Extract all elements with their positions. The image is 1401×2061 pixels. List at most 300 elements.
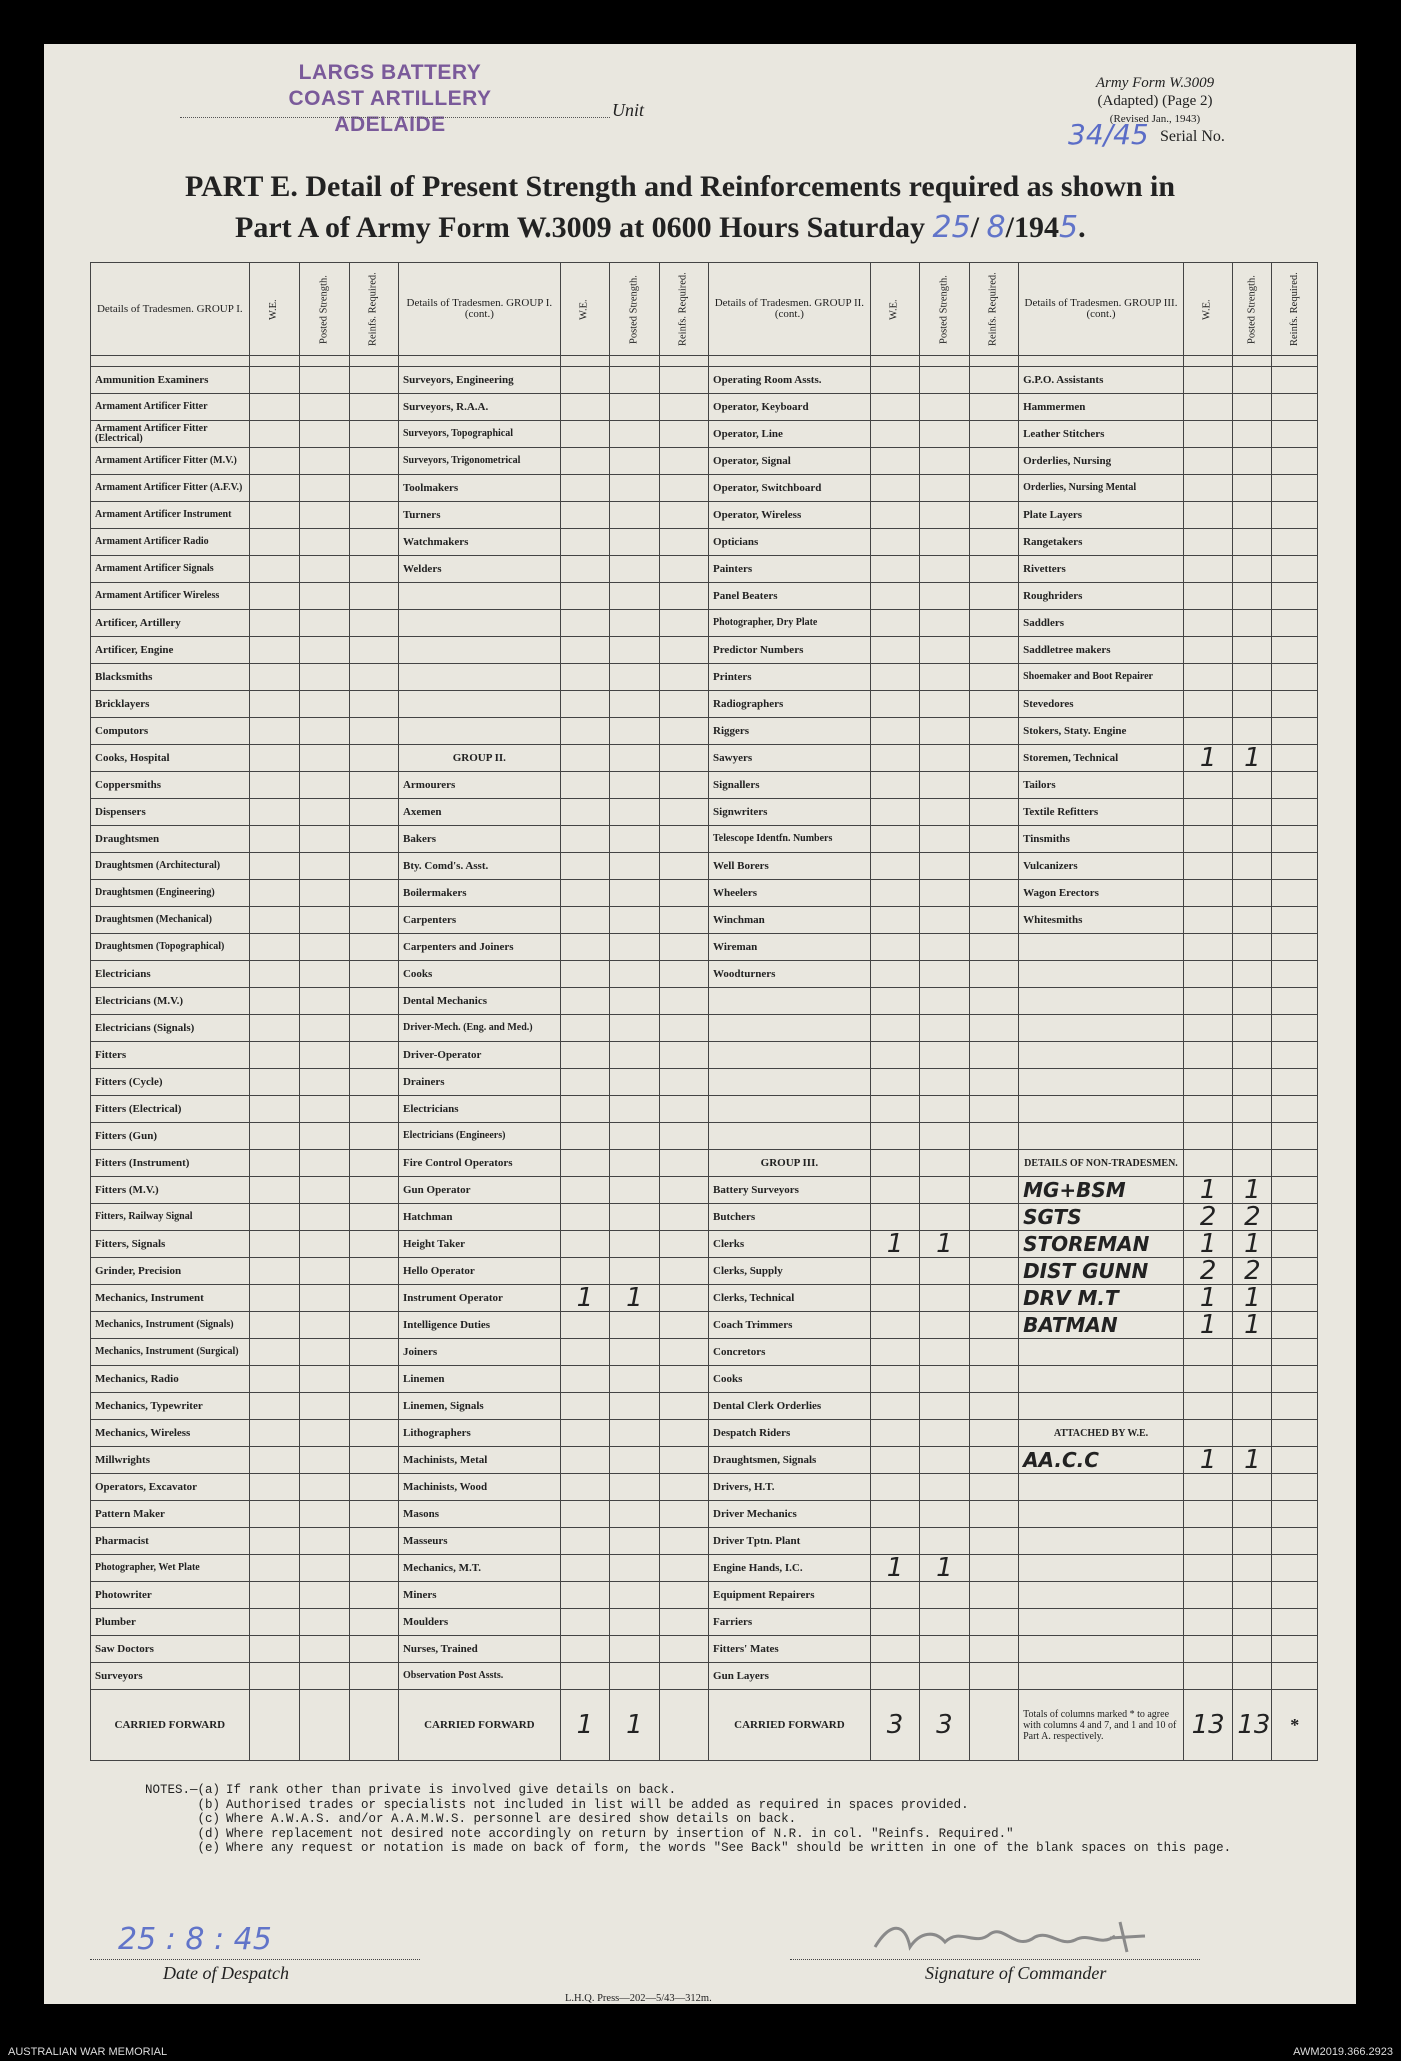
- trade-label: Cooks: [709, 1366, 871, 1393]
- empty-cell: [1233, 1663, 1272, 1690]
- empty-cell: [1183, 691, 1232, 718]
- trade-label: Surveyors, Topographical: [398, 421, 560, 448]
- trade-label: Pharmacist: [91, 1528, 250, 1555]
- empty-cell: [1272, 1447, 1318, 1474]
- empty-cell: [920, 1258, 969, 1285]
- empty-cell: [249, 529, 299, 556]
- trade-label: Instrument Operator: [398, 1285, 560, 1312]
- empty-cell: [1272, 988, 1318, 1015]
- empty-cell: [560, 1339, 609, 1366]
- trade-label: Hammermen: [1019, 394, 1184, 421]
- empty-cell: [560, 907, 609, 934]
- empty-cell: [969, 1393, 1018, 1420]
- empty-cell: [1183, 799, 1232, 826]
- empty-cell: [1272, 1501, 1318, 1528]
- empty-cell: [249, 1636, 299, 1663]
- trade-label: Dental Mechanics: [398, 988, 560, 1015]
- empty-cell: [300, 529, 349, 556]
- empty-cell: [300, 1258, 349, 1285]
- empty-cell: [560, 1528, 609, 1555]
- empty-cell: [300, 421, 349, 448]
- empty-cell: [659, 1204, 708, 1231]
- empty-cell: [870, 1015, 919, 1042]
- empty-cell: [349, 556, 398, 583]
- empty-cell: [1233, 367, 1272, 394]
- trade-label: Height Taker: [398, 1231, 560, 1258]
- empty-cell: [870, 421, 919, 448]
- empty-cell: [920, 880, 969, 907]
- empty-cell: [659, 610, 708, 637]
- empty-cell: [349, 1582, 398, 1609]
- trade-label: Printers: [709, 664, 871, 691]
- form-revision: (Revised Jan., 1943): [1109, 113, 1201, 125]
- posted-value: 1: [1233, 1447, 1272, 1474]
- cell: [659, 1690, 708, 1761]
- empty-cell: [560, 1177, 609, 1204]
- empty-cell: [969, 1015, 1018, 1042]
- hand-month: 8: [986, 210, 1006, 245]
- empty-cell: [659, 880, 708, 907]
- trade-label: Clerks, Supply: [709, 1258, 871, 1285]
- unit-label: Unit: [612, 100, 645, 120]
- empty-cell: [920, 610, 969, 637]
- empty-cell: [969, 1096, 1018, 1123]
- trade-label: [1019, 1339, 1184, 1366]
- empty-cell: [920, 1096, 969, 1123]
- header-reinfs: Reinfs. Required.: [349, 263, 398, 356]
- empty-cell: [969, 529, 1018, 556]
- cell: [249, 1690, 299, 1761]
- empty-cell: [969, 1339, 1018, 1366]
- empty-cell: [1272, 907, 1318, 934]
- trade-label: Pattern Maker: [91, 1501, 250, 1528]
- empty-cell: [349, 583, 398, 610]
- table-row: [91, 799, 1318, 826]
- empty-cell: [920, 1312, 969, 1339]
- empty-cell: [560, 1501, 609, 1528]
- empty-cell: [969, 1312, 1018, 1339]
- table-row: [91, 1393, 1318, 1420]
- empty-cell: [920, 1204, 969, 1231]
- empty-cell: [610, 1231, 659, 1258]
- empty-cell: [249, 1123, 299, 1150]
- empty-cell: [300, 1150, 349, 1177]
- empty-cell: [1233, 1123, 1272, 1150]
- trade-label: Bakers: [398, 826, 560, 853]
- empty-cell: [349, 1420, 398, 1447]
- empty-cell: [300, 880, 349, 907]
- trade-label: Machinists, Metal: [398, 1447, 560, 1474]
- empty-cell: [610, 1609, 659, 1636]
- table-row: [91, 448, 1318, 475]
- trade-label: Dental Clerk Orderlies: [709, 1393, 871, 1420]
- empty-cell: [969, 1177, 1018, 1204]
- trade-label: [398, 691, 560, 718]
- empty-cell: [659, 1069, 708, 1096]
- header-col2: Details of Tradesmen. GROUP I. (cont.): [398, 263, 560, 356]
- empty-cell: [870, 988, 919, 1015]
- table-row: [91, 1339, 1318, 1366]
- trade-label: Drivers, H.T.: [709, 1474, 871, 1501]
- trade-label: Electricians (Engineers): [398, 1123, 560, 1150]
- empty-cell: [870, 475, 919, 502]
- carried-we: 13: [1183, 1690, 1232, 1761]
- empty-cell: [659, 1177, 708, 1204]
- empty-cell: [1272, 880, 1318, 907]
- trade-label: Draughtsmen (Mechanical): [91, 907, 250, 934]
- empty-cell: [659, 1285, 708, 1312]
- we-value: 1: [870, 1555, 919, 1582]
- empty-cell: [610, 1582, 659, 1609]
- trade-label: Hello Operator: [398, 1258, 560, 1285]
- empty-cell: [610, 556, 659, 583]
- header-posted: Posted Strength.: [1233, 263, 1272, 356]
- empty-cell: [300, 1474, 349, 1501]
- empty-cell: [560, 583, 609, 610]
- table-row: [91, 1366, 1318, 1393]
- trade-label: Mechanics, Instrument (Signals): [91, 1312, 250, 1339]
- empty-cell: [969, 1285, 1018, 1312]
- posted-value: 1: [1233, 745, 1272, 772]
- table-row: [91, 637, 1318, 664]
- empty-cell: [1233, 448, 1272, 475]
- empty-cell: [1233, 691, 1272, 718]
- empty-cell: [349, 961, 398, 988]
- trade-label: Fitters (Electrical): [91, 1096, 250, 1123]
- empty-cell: [300, 691, 349, 718]
- empty-cell: [1233, 1096, 1272, 1123]
- empty-cell: [610, 421, 659, 448]
- empty-cell: [300, 907, 349, 934]
- empty-cell: [1233, 1609, 1272, 1636]
- spacer-cell: [1019, 356, 1184, 367]
- empty-cell: [560, 934, 609, 961]
- empty-cell: [349, 448, 398, 475]
- empty-cell: [1272, 1474, 1318, 1501]
- trade-label: Mechanics, Wireless: [91, 1420, 250, 1447]
- trade-label: Stevedores: [1019, 691, 1184, 718]
- totals-note: Totals of columns marked * to agree with columns 4 and 7, and 1 and 10 of Part A. respectively.: [1019, 1690, 1184, 1761]
- empty-cell: [1183, 1123, 1232, 1150]
- trade-label: Gun Operator: [398, 1177, 560, 1204]
- spacer-cell: [870, 356, 919, 367]
- trade-label: [1019, 1042, 1184, 1069]
- we-value: 1: [1183, 1447, 1232, 1474]
- empty-cell: [560, 610, 609, 637]
- trade-label: Toolmakers: [398, 475, 560, 502]
- signature-dotted-line: [790, 1959, 1200, 1960]
- trade-label: Saddletree makers: [1019, 637, 1184, 664]
- empty-cell: [249, 1555, 299, 1582]
- empty-cell: [1183, 880, 1232, 907]
- empty-cell: [1233, 1474, 1272, 1501]
- trade-label: Panel Beaters: [709, 583, 871, 610]
- empty-cell: [610, 1366, 659, 1393]
- trade-label: Operating Room Assts.: [709, 367, 871, 394]
- empty-cell: [969, 1366, 1018, 1393]
- empty-cell: [300, 1096, 349, 1123]
- empty-cell: [1272, 853, 1318, 880]
- empty-cell: [1272, 1312, 1318, 1339]
- empty-cell: [610, 610, 659, 637]
- table-row: [91, 961, 1318, 988]
- empty-cell: [920, 583, 969, 610]
- header-we: W.E.: [870, 263, 919, 356]
- empty-cell: [300, 1636, 349, 1663]
- empty-cell: [300, 799, 349, 826]
- trade-label: Battery Surveyors: [709, 1177, 871, 1204]
- empty-cell: [969, 1258, 1018, 1285]
- trade-label: GROUP III.: [709, 1150, 871, 1177]
- empty-cell: [969, 394, 1018, 421]
- posted-value: 1: [1233, 1312, 1272, 1339]
- empty-cell: [1183, 907, 1232, 934]
- empty-cell: [560, 1312, 609, 1339]
- empty-cell: [300, 1312, 349, 1339]
- empty-cell: [300, 448, 349, 475]
- empty-cell: [249, 934, 299, 961]
- empty-cell: [969, 1609, 1018, 1636]
- empty-cell: [659, 1096, 708, 1123]
- spacer-cell: [300, 356, 349, 367]
- empty-cell: [1233, 1069, 1272, 1096]
- empty-cell: [969, 1042, 1018, 1069]
- title-period: .: [1078, 211, 1086, 244]
- empty-cell: [659, 1015, 708, 1042]
- empty-cell: [659, 691, 708, 718]
- empty-cell: [870, 853, 919, 880]
- empty-cell: [1183, 934, 1232, 961]
- trade-label: Surveyors: [91, 1663, 250, 1690]
- empty-cell: [659, 394, 708, 421]
- cell: [969, 1690, 1018, 1761]
- trade-label: Photographer, Dry Plate: [709, 610, 871, 637]
- date-of-despatch-label: Date of Despatch: [163, 1963, 289, 1983]
- empty-cell: [1183, 529, 1232, 556]
- trade-label: Draughtsmen, Signals: [709, 1447, 871, 1474]
- empty-cell: [249, 799, 299, 826]
- empty-cell: [610, 1393, 659, 1420]
- empty-cell: [969, 1204, 1018, 1231]
- empty-cell: [870, 1636, 919, 1663]
- empty-cell: [610, 367, 659, 394]
- table-row: [91, 1069, 1318, 1096]
- empty-cell: [659, 529, 708, 556]
- empty-cell: [349, 826, 398, 853]
- empty-cell: [560, 1042, 609, 1069]
- trade-label: [1019, 1528, 1184, 1555]
- empty-cell: [1272, 934, 1318, 961]
- empty-cell: [969, 421, 1018, 448]
- empty-cell: [659, 718, 708, 745]
- empty-cell: [610, 1096, 659, 1123]
- header-posted: Posted Strength.: [300, 263, 349, 356]
- empty-cell: [870, 394, 919, 421]
- header-we: W.E.: [1183, 263, 1232, 356]
- empty-cell: [1233, 529, 1272, 556]
- trade-label: [1019, 1609, 1184, 1636]
- empty-cell: [1272, 826, 1318, 853]
- empty-cell: [659, 1366, 708, 1393]
- empty-cell: [1272, 421, 1318, 448]
- trade-label: [1019, 988, 1184, 1015]
- empty-cell: [1233, 664, 1272, 691]
- trade-label: Armament Artificer Fitter (Electrical): [91, 421, 250, 448]
- empty-cell: [870, 1420, 919, 1447]
- trade-label: Operator, Switchboard: [709, 475, 871, 502]
- empty-cell: [870, 1663, 919, 1690]
- empty-cell: [870, 1609, 919, 1636]
- spacer-cell: [249, 356, 299, 367]
- trade-label: Artificer, Engine: [91, 637, 250, 664]
- trade-label: Fitters (M.V.): [91, 1177, 250, 1204]
- empty-cell: [349, 1231, 398, 1258]
- trade-label: [398, 637, 560, 664]
- empty-cell: [1183, 1555, 1232, 1582]
- empty-cell: [920, 799, 969, 826]
- empty-cell: [659, 1123, 708, 1150]
- empty-cell: [1183, 1042, 1232, 1069]
- empty-cell: [969, 988, 1018, 1015]
- title-line-1: PART E. Detail of Present Strength and Reinforcements required as shown in: [185, 170, 1176, 203]
- trade-label: Masons: [398, 1501, 560, 1528]
- trade-label: [1019, 1096, 1184, 1123]
- trade-label: Woodturners: [709, 961, 871, 988]
- carried-forward-label: CARRIED FORWARD: [91, 1690, 250, 1761]
- empty-cell: [249, 745, 299, 772]
- empty-cell: [920, 934, 969, 961]
- empty-cell: [1272, 1555, 1318, 1582]
- empty-cell: [249, 556, 299, 583]
- empty-cell: [1272, 1096, 1318, 1123]
- posted-value: 1: [920, 1555, 969, 1582]
- empty-cell: [610, 1474, 659, 1501]
- empty-cell: [969, 1069, 1018, 1096]
- empty-cell: [300, 826, 349, 853]
- empty-cell: [1233, 961, 1272, 988]
- trade-label: BATMAN: [1019, 1312, 1184, 1339]
- trade-label: Surveyors, Trigonometrical: [398, 448, 560, 475]
- trade-label: Fitters' Mates: [709, 1636, 871, 1663]
- empty-cell: [920, 1501, 969, 1528]
- empty-cell: [870, 1339, 919, 1366]
- trade-label: Cooks: [398, 961, 560, 988]
- empty-cell: [659, 1420, 708, 1447]
- table-row: [91, 1258, 1318, 1285]
- empty-cell: [969, 1123, 1018, 1150]
- trade-label: Driver Tptn. Plant: [709, 1528, 871, 1555]
- empty-cell: [300, 1555, 349, 1582]
- empty-cell: [969, 664, 1018, 691]
- trade-label: Fitters (Gun): [91, 1123, 250, 1150]
- empty-cell: [349, 1096, 398, 1123]
- trade-label: [709, 1096, 871, 1123]
- header-col4: Details of Tradesmen. GROUP III. (cont.): [1019, 263, 1184, 356]
- table-row: [91, 988, 1318, 1015]
- empty-cell: [1233, 1366, 1272, 1393]
- empty-cell: [1233, 1015, 1272, 1042]
- we-value: 1: [560, 1285, 609, 1312]
- empty-cell: [1183, 1393, 1232, 1420]
- empty-cell: [300, 1447, 349, 1474]
- trade-label: SGTS: [1019, 1204, 1184, 1231]
- note-label: (c): [197, 1812, 220, 1826]
- table-row: [91, 1663, 1318, 1690]
- empty-cell: [300, 394, 349, 421]
- empty-cell: [1183, 1339, 1232, 1366]
- empty-cell: [1272, 556, 1318, 583]
- empty-cell: [870, 637, 919, 664]
- empty-cell: [249, 475, 299, 502]
- trade-label: Fitters, Signals: [91, 1231, 250, 1258]
- empty-cell: [1183, 1582, 1232, 1609]
- empty-cell: [300, 502, 349, 529]
- empty-cell: [920, 1366, 969, 1393]
- empty-cell: [1272, 799, 1318, 826]
- empty-cell: [349, 1123, 398, 1150]
- trade-label: Operators, Excavator: [91, 1474, 250, 1501]
- empty-cell: [300, 610, 349, 637]
- empty-cell: [1272, 1528, 1318, 1555]
- empty-cell: [560, 880, 609, 907]
- table-row: [91, 1096, 1318, 1123]
- spacer-cell: [920, 356, 969, 367]
- trade-label: Draughtsmen (Architectural): [91, 853, 250, 880]
- trade-label: Driver Mechanics: [709, 1501, 871, 1528]
- empty-cell: [610, 1258, 659, 1285]
- empty-cell: [1272, 1366, 1318, 1393]
- empty-cell: [920, 475, 969, 502]
- empty-cell: [610, 529, 659, 556]
- trade-label: Wheelers: [709, 880, 871, 907]
- empty-cell: [349, 610, 398, 637]
- empty-cell: [349, 934, 398, 961]
- trade-label: Mechanics, M.T.: [398, 1555, 560, 1582]
- empty-cell: [920, 1474, 969, 1501]
- stamp-line: LARGS BATTERY: [298, 61, 482, 84]
- empty-cell: [1233, 772, 1272, 799]
- empty-cell: [969, 556, 1018, 583]
- empty-cell: [1272, 1420, 1318, 1447]
- table-row: [91, 934, 1318, 961]
- empty-cell: [1233, 907, 1272, 934]
- empty-cell: [349, 1042, 398, 1069]
- empty-cell: [300, 367, 349, 394]
- empty-cell: [1183, 556, 1232, 583]
- empty-cell: [1272, 1123, 1318, 1150]
- trade-label: Equipment Repairers: [709, 1582, 871, 1609]
- trade-label: Masseurs: [398, 1528, 560, 1555]
- trade-label: Observation Post Assts.: [398, 1663, 560, 1690]
- empty-cell: [1183, 1096, 1232, 1123]
- trade-label: Armament Artificer Radio: [91, 529, 250, 556]
- empty-cell: [870, 799, 919, 826]
- empty-cell: [1183, 1528, 1232, 1555]
- empty-cell: [300, 1204, 349, 1231]
- empty-cell: [349, 1204, 398, 1231]
- empty-cell: [1272, 1663, 1318, 1690]
- trade-label: Wireman: [709, 934, 871, 961]
- table-row: [91, 1609, 1318, 1636]
- trade-label: Armament Artificer Signals: [91, 556, 250, 583]
- note-line: [120, 1841, 1231, 1856]
- signature-of-commander-label: Signature of Commander: [925, 1963, 1107, 1983]
- title-line-2: [120, 210, 1270, 245]
- stamp-line: ADELAIDE: [334, 113, 446, 136]
- trade-label: [1019, 961, 1184, 988]
- empty-cell: [870, 718, 919, 745]
- empty-cell: [349, 1447, 398, 1474]
